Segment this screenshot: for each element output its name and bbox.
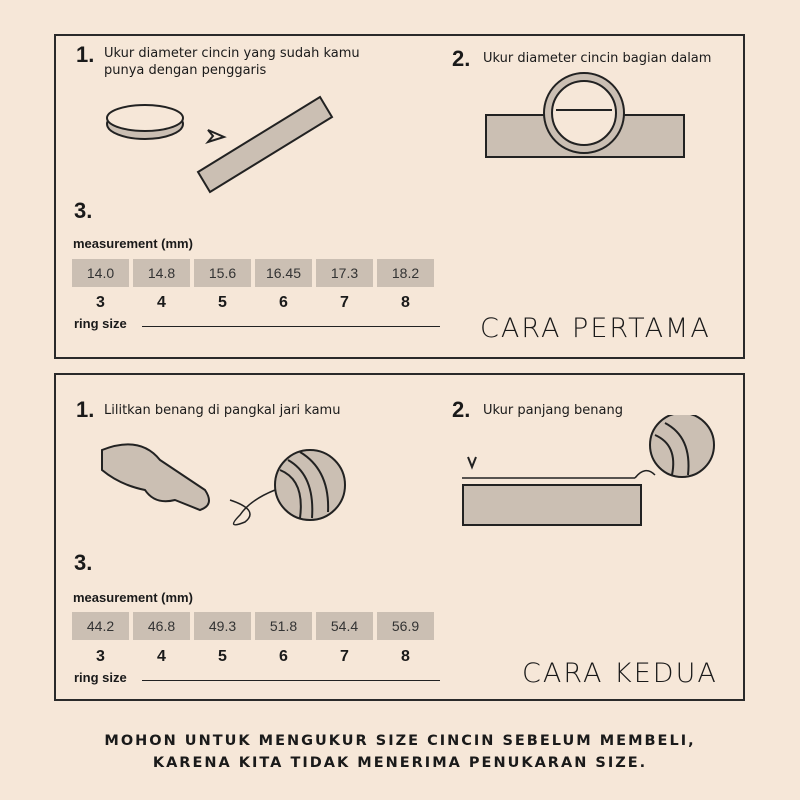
step-3-number: 3.	[74, 198, 93, 223]
step-1-number: 1.	[76, 42, 95, 67]
measurement-cell: 44.2	[72, 612, 129, 640]
divider-line	[142, 680, 440, 681]
measurement-cell: 14.0	[72, 259, 129, 287]
measurement-row	[72, 259, 434, 287]
ring-size: 4	[157, 294, 166, 311]
measurement-label: measurement (mm)	[73, 590, 193, 605]
ring-size: 4	[157, 648, 166, 665]
ring-size-label: ring size	[74, 316, 127, 331]
step-1-text: Lilitkan benang di pangkal jari kamu	[104, 403, 341, 418]
measurement-cell: 16.45	[255, 259, 312, 287]
step-2-text: Ukur panjang benang	[483, 403, 623, 418]
ring-size: 7	[340, 294, 349, 311]
measurement-cell: 18.2	[377, 259, 434, 287]
step-2-text: Ukur diameter cincin bagian dalam	[483, 51, 712, 66]
divider-line	[142, 326, 440, 327]
measurement-cell: 49.3	[194, 612, 251, 640]
ring-size: 6	[279, 294, 288, 311]
ring-on-ruler-illustration	[484, 70, 688, 162]
finger-and-yarn-illustration	[100, 430, 350, 540]
step-1-text: Ukur diameter cincin yang sudah kamu punya dengan penggaris	[104, 46, 360, 78]
step-1-number: 1.	[76, 397, 95, 422]
ring-size: 8	[401, 648, 410, 665]
measurement-row	[72, 612, 434, 640]
footer-line-1: MOHON UNTUK MENGUKUR SIZE CINCIN SEBELUM MEMBELI,	[104, 733, 696, 749]
measurement-cell: 14.8	[133, 259, 190, 287]
ring-size: 7	[340, 648, 349, 665]
ring-size: 5	[218, 648, 227, 665]
measurement-cell: 56.9	[377, 612, 434, 640]
method-title: CARA PERTAMA	[480, 313, 711, 344]
measurement-cell: 51.8	[255, 612, 312, 640]
thread-on-ruler-illustration	[460, 415, 720, 530]
ring-size: 8	[401, 294, 410, 311]
measurement-label: measurement (mm)	[73, 236, 193, 251]
ring-size: 3	[96, 294, 105, 311]
method-title: CARA KEDUA	[522, 658, 718, 689]
measurement-cell: 17.3	[316, 259, 373, 287]
measurement-cell: 46.8	[133, 612, 190, 640]
step-2-number: 2.	[452, 46, 471, 71]
measurement-cell: 54.4	[316, 612, 373, 640]
ring-size-row	[72, 294, 434, 312]
ring-size: 5	[218, 294, 227, 311]
measurement-cell: 15.6	[194, 259, 251, 287]
step-2-number: 2.	[452, 397, 471, 422]
footer-notice	[0, 730, 800, 774]
ring-size-label: ring size	[74, 670, 127, 685]
ring-size: 6	[279, 648, 288, 665]
footer-line-2: KARENA KITA TIDAK MENERIMA PENUKARAN SIZE.	[152, 755, 648, 771]
ring-size-row	[72, 648, 434, 666]
step-3-number: 3.	[74, 550, 93, 575]
ring-size: 3	[96, 648, 105, 665]
ring-and-ruler-illustration	[100, 92, 340, 202]
